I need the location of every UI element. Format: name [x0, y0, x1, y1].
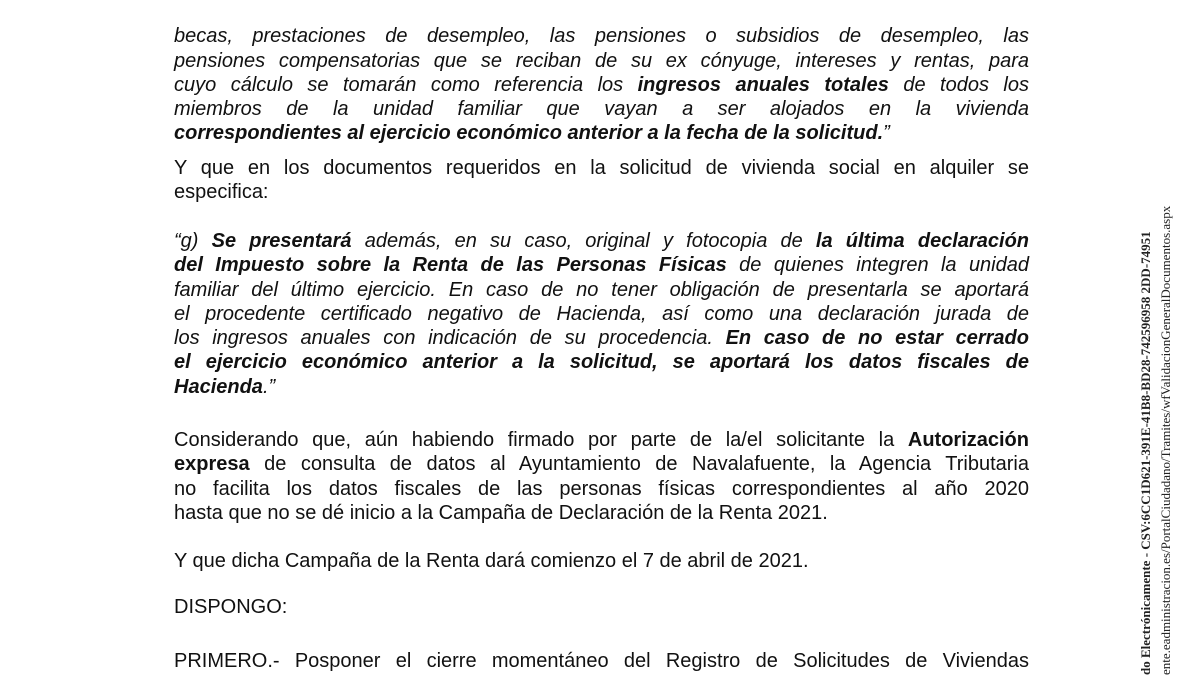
text-line: del Impuesto sobre la Renta de las Personas Físicas de quienes integren la unidad	[174, 254, 1029, 277]
text-line: Y que dicha Campaña de la Renta dará comienzo el 7 de abril de 2021.	[174, 550, 809, 572]
paragraph-documents-required	[174, 156, 1029, 205]
text-line: “g) Se presentará además, en su caso, original y fotocopia de la última declaración	[174, 230, 1030, 252]
paragraph-campaign-date	[174, 549, 1029, 573]
text-line: pensiones compensatorias que se reciban de su ex cónyuge, intereses y rentas, para	[174, 49, 1029, 72]
text-line: familiar del último ejercicio. En caso de no tener obligación de presentarla se aportará	[174, 278, 1029, 301]
text-line: no facilita los datos fiscales de las personas físicas correspondientes al año 2020	[174, 477, 1029, 500]
text-line: los ingresos anuales con indicación de su procedencia. En caso de no estar cerrado	[174, 327, 1029, 350]
quote-income-definition	[174, 0, 1029, 146]
validation-url-stamp: ente.eadministracion.es/PortalCiudadano/Tramites/wfValidacionGeneralDocumentos.aspx	[1158, 205, 1173, 675]
text-line: becas, prestaciones de desempleo, las pensiones o subsidios de desempleo, las	[174, 25, 1029, 48]
text-line: Y que en los documentos requeridos en la solicitud de vivienda social en alquiler se	[174, 157, 1029, 179]
text-line: cuyo cálculo se tomarán como referencia los ingresos anuales totales de todos los	[174, 73, 1029, 96]
text-line: hasta que no se dé inicio a la Campaña de Declaración de la Renta 2021.	[174, 501, 828, 524]
text-line: miembros de la unidad familiar que vayan a ser alojados en la vivienda	[174, 98, 1029, 121]
paragraph-considering	[174, 428, 1029, 525]
text-line: PRIMERO.- Posponer el cierre momentáneo del Registro de Solicitudes de Viviendas	[174, 650, 1029, 672]
text-line: Considerando que, aún habiendo firmado por parte de la/el solicitante la Autorización	[174, 429, 1029, 451]
text-line: Hacienda.”	[174, 375, 276, 398]
text-line: expresa de consulta de datos al Ayuntamiento de Navalafuente, la Agencia Tributaria	[174, 453, 1029, 476]
quote-item-g	[174, 229, 1029, 399]
text-line: el ejercicio económico anterior a la solicitud, se aportará los datos fiscales de	[174, 351, 1029, 374]
text-line: el procedente certificado negativo de Hacienda, así como una declaración jurada de	[174, 302, 1029, 325]
text-line: correspondientes al ejercicio económico anterior a la fecha de la solicitud.”	[174, 122, 890, 145]
paragraph-primero	[174, 649, 1029, 673]
heading-dispongo	[174, 595, 1029, 619]
csv-signature-stamp: do Electrónicamente - CSV:6CC1D621-391E-41B8-BD28-742596958 2DD-74951	[1138, 231, 1153, 675]
text-line: DISPONGO:	[174, 596, 288, 618]
text-line: especifica:	[174, 181, 269, 204]
